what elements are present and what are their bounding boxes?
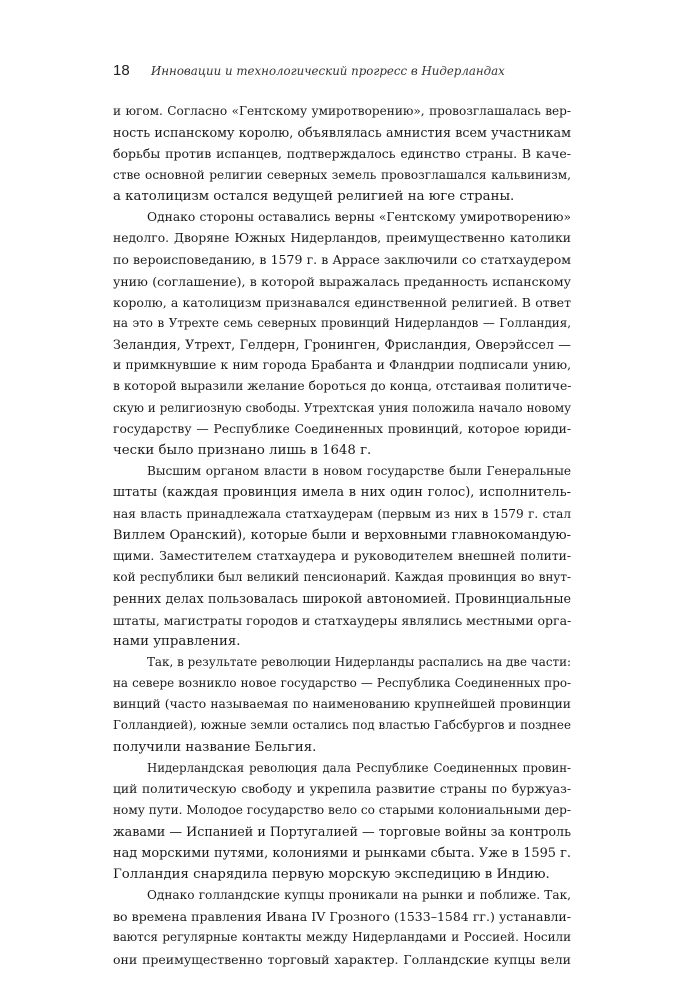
text-line: Голландия снарядила первую морскую экспедицию в Индию. [113, 866, 550, 882]
text-line: ному пути. Молодое государство вело со старыми колониальными дер- [113, 803, 571, 818]
text-line: ность испанскому королю, объявлялась амнистия всем участникам [113, 125, 571, 141]
text-line: Зеландия, Утрехт, Гелдерн, Гронинген, Фрисландия, Оверэйссел — [113, 337, 571, 353]
text-line: а католицизм остался ведущей религией на юге страны. [113, 188, 515, 204]
text-line: щими. Заместителем статхаудера и руководителем внешней полити- [113, 548, 571, 563]
text-line: над морскими путями, колониями и рынками сбыта. Уже в 1595 г. [113, 845, 571, 861]
text-line: штаты (каждая провинция имела в них один голос), исполнитель- [113, 485, 571, 501]
text-line: жавами — Испанией и Португалией — торговые войны за контроль [113, 824, 571, 840]
text-line: винций (часто называемая по наименованию крупнейшей провинции [113, 697, 571, 712]
text-line: Голландией), южные земли остались под властью Габсбургов и позднее [113, 718, 571, 733]
text-line: ций политическую свободу и укрепила развитие страны по буржуаз- [113, 782, 571, 796]
text-line: Высшим органом власти в новом государстве были Генеральные [147, 464, 571, 479]
text-line: они преимущественно торговый характер. Голландские купцы вели [113, 951, 571, 967]
text-line: борьбы против испанцев, подтверждалось единство страны. В каче- [113, 146, 571, 162]
text-line: кой республики был великий пенсионарий. Каждая провинция во внут- [113, 570, 571, 585]
text-line: штаты, магистраты городов и статхаудеры являлись местными орга- [113, 612, 571, 628]
body-text [113, 101, 571, 970]
paragraph [113, 885, 571, 970]
running-title: Инновации и технологический прогресс в Нидерландах [151, 64, 505, 78]
text-line: во времена правления Ивана IV Грозного (1533–1584 гг.) устанавли- [113, 909, 571, 925]
text-line: на севере возникло новое государство — Республика Соединенных про- [113, 676, 571, 691]
text-line: скую и религиозную свободы. Утрехтская уния положила начало новому [113, 400, 571, 415]
paragraph [113, 461, 571, 652]
text-line: ная власть принадлежала статхаудерам (первым из них в 1579 г. стал [113, 506, 571, 521]
text-line: королю, а католицизм признавался единственной религией. В ответ [113, 294, 571, 310]
text-line: на это в Утрехте семь северных провинций Нидерландов — Голландия, [113, 315, 571, 330]
text-line: Нидерландская революция дала Республике Соединенных провин- [147, 760, 571, 775]
paragraph [113, 207, 571, 461]
page-number: 18 [113, 62, 130, 79]
text-line: стве основной религии северных земель провозглашался кальвинизм, [113, 167, 571, 182]
text-line: недолго. Дворяне Южных Нидерландов, преимущественно католики [113, 231, 571, 246]
text-line: ренних делах пользовалась широкой автономией. Провинциальные [113, 591, 571, 607]
text-line: Виллем Оранский), которые были и верховными главнокомандую- [113, 527, 571, 543]
paragraph [113, 101, 571, 207]
text-line: и югом. Согласно «Гентскому умиротворению», провозглашалась вер- [113, 104, 571, 118]
text-line: нами управления. [113, 633, 241, 649]
running-header [113, 62, 583, 84]
text-line: по вероисповеданию, в 1579 г. в Аррасе заключили со статхаудером [113, 252, 571, 268]
text-line: Однако голландские купцы проникали на рынки и поближе. Так, [147, 887, 571, 902]
text-line: получили название Бельгия. [113, 739, 317, 755]
paragraph [113, 758, 571, 885]
text-line: государству — Республике Соединенных провинций, которое юриди- [113, 421, 571, 436]
text-line: и примкнувшие к ним города Брабанта и Фландрии подписали унию, [113, 358, 571, 373]
text-line: Так, в результате революции Нидерланды распались на две части: [147, 654, 571, 669]
text-line: Однако стороны оставались верны «Гентскому умиротворению» [147, 209, 571, 224]
text-line: ваются регулярные контакты между Нидерландами и Россией. Носили [113, 930, 571, 945]
text-line: в которой выразили желание бороться до конца, отстаивая политиче- [113, 379, 571, 394]
text-line: чески было признано лишь в 1648 г. [113, 443, 372, 458]
paragraph [113, 652, 571, 758]
text-line: унию (соглашение), в которой выражалась преданность испанскому [113, 273, 571, 289]
